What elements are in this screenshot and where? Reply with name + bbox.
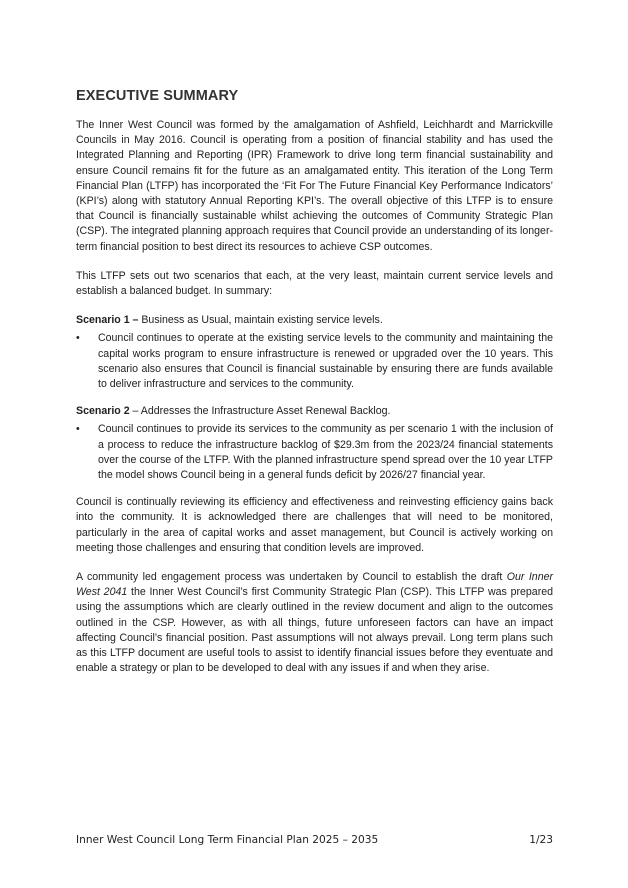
- bullet-icon: •: [76, 332, 80, 345]
- scenario-2-heading: [76, 404, 553, 419]
- scenario-1-heading: [76, 313, 553, 328]
- scenario-2-label: Scenario 2: [76, 405, 130, 418]
- scenario-1-label: Scenario 1 –: [76, 314, 139, 327]
- list-item: [76, 422, 553, 483]
- engagement-text-start: A community led engagement process was undertaken by Council to establish the draft: [76, 571, 507, 584]
- document-page: [76, 88, 553, 677]
- footer-title: Inner West Council Long Term Financial Plan 2025 – 2035: [76, 834, 379, 846]
- scenario-1-section: [76, 313, 553, 392]
- scenario-1-list: [76, 331, 553, 392]
- scenario-1-bullet-text: Council continues to operate at the existing service levels to the community and maintaining the capital works program to ensure infrastructure is renewed or upgraded over the 10 years. This scenario also ensures that Council is financial sustainable by ensuring there are funds available to deliver infrastructure and services to the community.: [98, 332, 553, 391]
- page-footer: [76, 834, 553, 846]
- scenario-2-bullet-text: Council continues to provide its services to the community as per scenario 1 with the inclusion of a process to reduce the infrastructure backlog of $29.3m from the 2023/24 financial statements over the course of the LTFP. With the planned infrastructure spend spread over the 10 year LTFP the model shows Council being in a general funds deficit by 2026/27 financial year.: [98, 423, 553, 482]
- scenarios-intro-paragraph: This LTFP sets out two scenarios that each, at the very least, maintain current service levels and establish a balanced budget. In summary:: [76, 269, 553, 298]
- engagement-paragraph: [76, 570, 553, 676]
- intro-paragraph: The Inner West Council was formed by the amalgamation of Ashfield, Leichhardt and Marrickville Councils in May 2016. Council is operating from a position of financial stability and has used the Integrated Planning and Reporting (IPR) Framework to drive long term financial sustainability and ensure Council remains fit for the future as an amalgamated entity. This iteration of the Long Term Financial Plan (LTFP) has incorporated the ‘Fit For The Future Financial Key Performance Indicators’ (KPI’s) along with statutory Annual Reporting KPI’s. The overall objective of this LTFP is to ensure that Council is financially sustainable whilst achieving the outcomes of Community Strategic Plan (CSP). The integrated planning approach requires that Council provide an understanding of its longer-term financial position to best direct its resources to achieve CSP outcomes.: [76, 119, 553, 253]
- scenario-1-title: Business as Usual, maintain existing service levels.: [138, 314, 383, 327]
- scenario-2-title: – Addresses the Infrastructure Asset Renewal Backlog.: [129, 405, 391, 418]
- page-title: EXECUTIVE SUMMARY: [76, 88, 239, 104]
- scenario-2-section: [76, 404, 553, 483]
- engagement-text-end: the Inner West Council’s first Community Strategic Plan (CSP). This LTFP was prepared using the assumptions which are clearly outlined in the review document and align to the outcomes outlined in the CSP. However, as with all things, future unforeseen factors can have an impact affecting Council’s financial position. Past assumptions will not always prevail. Long term plans such as this LTFP document are useful tools to assist to identify financial issues before they eventuate and enable a strategy or plan to be developed to deal with any issues if and when they arise.: [76, 586, 554, 675]
- list-item: [76, 331, 553, 392]
- engagement-plan-name: Our Inner West 2041: [76, 571, 553, 599]
- efficiency-paragraph: Council is continually reviewing its efficiency and effectiveness and reinvesting efficiency gains back into the community. It is acknowledged there are challenges that will need to be monitored, particularly in the area of capital works and asset management, but Council is actively working on meeting those challenges and ensuring that condition levels are improved.: [76, 496, 553, 554]
- page-number: 1/23: [529, 834, 553, 846]
- scenario-2-list: [76, 422, 553, 483]
- bullet-icon: •: [76, 423, 80, 436]
